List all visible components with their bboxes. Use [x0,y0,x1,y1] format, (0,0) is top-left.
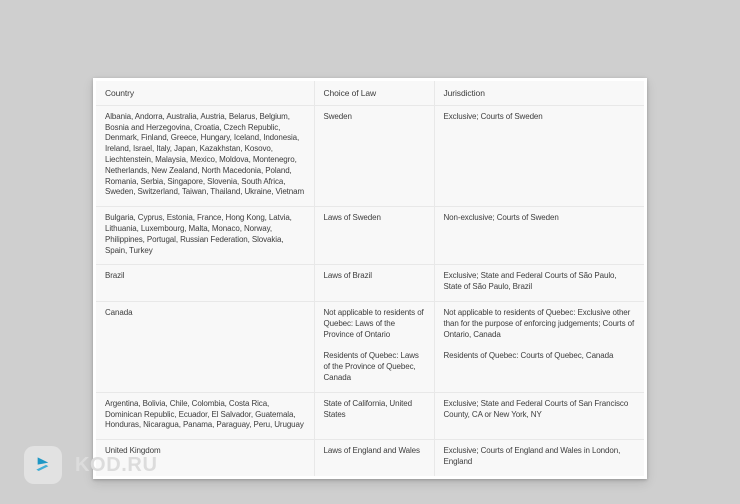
jurisdiction-cell: Exclusive; State and Federal Courts of São Paulo, State of São Paulo, Brazil [434,265,644,302]
jurisdiction-cell: Exclusive; State and Federal Courts of San Francisco County, CA or New York, NY [434,392,644,439]
choice-of-law-cell: Laws of Brazil [314,265,434,302]
choice-of-law-cell: Not applicable to residents of Quebec: Laws of the Province of Ontario Residents of Quebec: Laws of the Province of Quebec, Canada [314,301,434,392]
table-row [96,392,644,439]
country-cell: Canada [96,301,314,392]
table-row [96,207,644,265]
column-header-country: Country [105,88,135,98]
choice-of-law-cell: State of California, United States [314,392,434,439]
jurisdiction-cell: Exclusive; Courts of England and Wales in London, England [434,440,644,476]
choice-of-law-cell: Laws of Sweden [314,207,434,265]
country-cell: Brazil [96,265,314,302]
jurisdiction-cell: Not applicable to residents of Quebec: Exclusive other than for the purpose of enforcing judgements; Courts of Ontario, Canada Residents of Quebec: Courts of Quebec, Canada [434,301,644,392]
table-header-row [96,81,644,105]
country-cell: Bulgaria, Cyprus, Estonia, France, Hong Kong, Latvia, Lithuania, Luxembourg, Malta, Monaco, Norway, Philippines, Portugal, Russian Federation, Slovakia, Spain, Turkey [96,207,314,265]
country-cell: United Kingdom [96,440,314,476]
table-card [93,78,647,479]
country-cell: Argentina, Bolivia, Chile, Colombia, Costa Rica, Dominican Republic, Ecuador, El Salvador, Guatemala, Honduras, Nicaragua, Panama, Paraguay, Peru, Uruguay [96,392,314,439]
choice-of-law-cell: Sweden [314,105,434,206]
kod-ru-watermark [24,446,158,484]
table-body [96,105,644,475]
table-row [96,265,644,302]
table-row [96,440,644,476]
jurisdiction-cell: Exclusive; Courts of Sweden [434,105,644,206]
table-row [96,301,644,392]
column-header-choice-of-law: Choice of Law [314,81,434,105]
country-cell: Albania, Andorra, Australia, Austria, Belarus, Belgium, Bosnia and Herzegovina, Croatia, Czech Republic, Denmark, Finland, Greece, Hungary, Iceland, Indonesia, Ireland, Israel, Italy, Japan, Kazakhstan, Kosovo, Liechtenstein, Malaysia, Mexico, Moldova, Montenegro, Netherlands, New Zealand, North Macedonia, Poland, Romania, Serbia, Singapore, Slovenia, South Africa, Sweden, Switzerland, Taiwan, Thailand, Ukraine, Vietnam [96,105,314,206]
choice-of-law-table [96,81,644,476]
jurisdiction-cell: Non-exclusive; Courts of Sweden [434,207,644,265]
kod-logo-icon [24,446,62,484]
table-row [96,105,644,206]
table-header [96,81,644,105]
column-header-jurisdiction: Jurisdiction [434,81,644,105]
kod-ru-wordmark: KOD.RU [75,453,158,476]
choice-of-law-cell: Laws of England and Wales [314,440,434,476]
